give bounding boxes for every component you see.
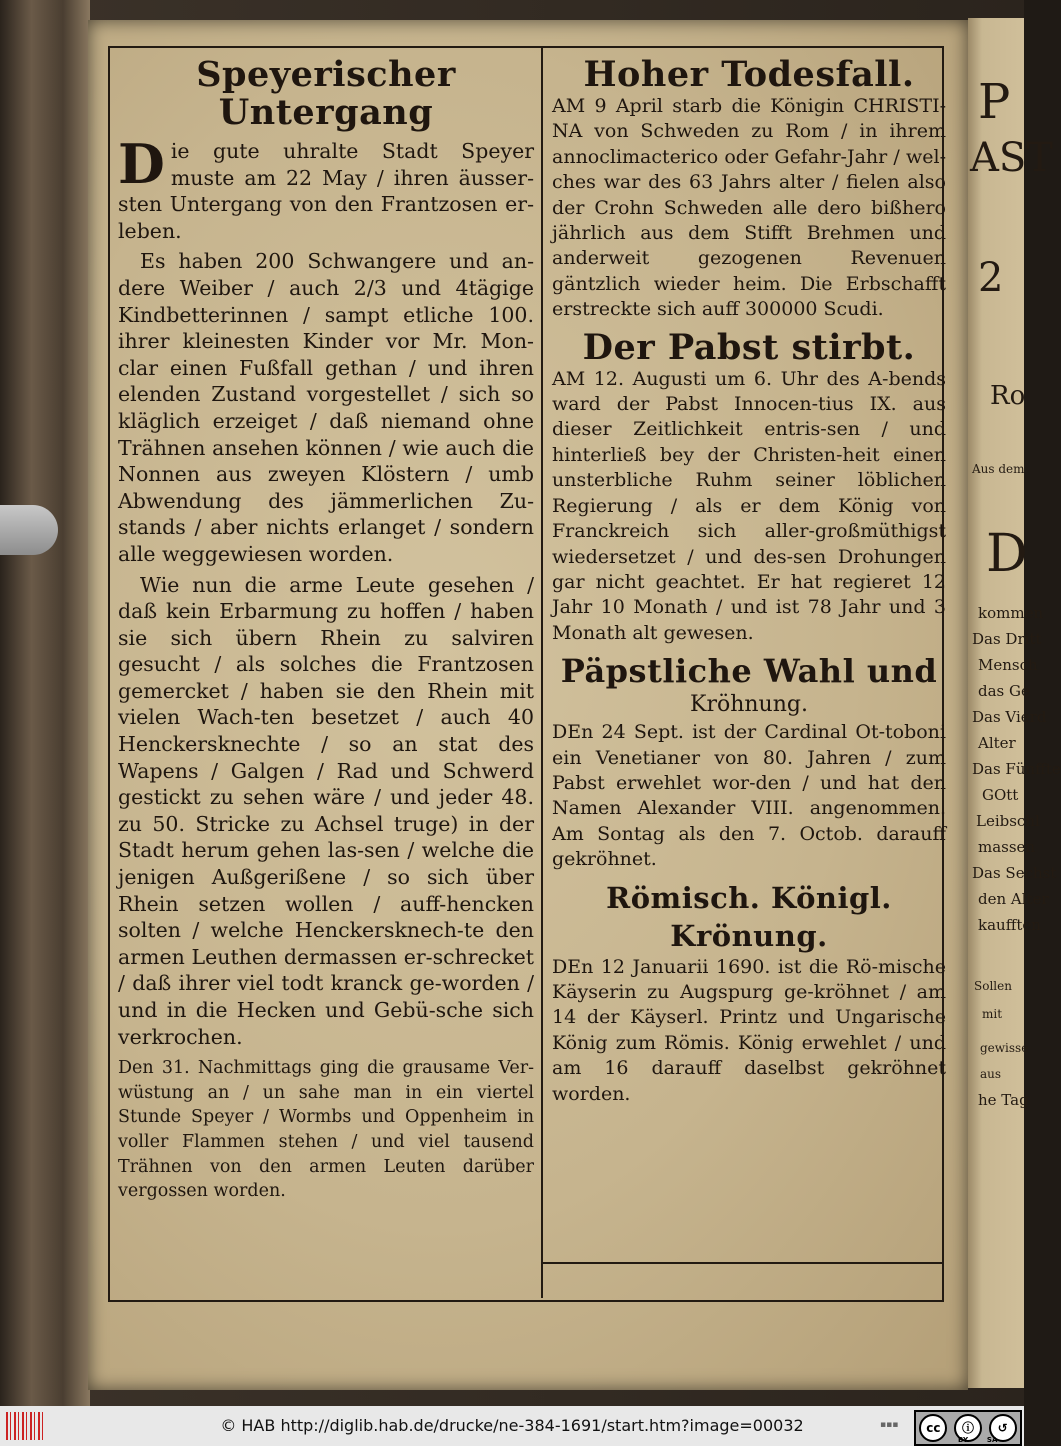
section-heading: Päpstliche Wahl und [560, 652, 938, 691]
facing-page-text: Mensch [978, 656, 1038, 674]
document-page [88, 20, 968, 1390]
facing-page-text: Aus dem [972, 462, 1025, 476]
section-text: DEn 24 Sept. ist der Cardinal Ot-toboni ein Venetianer von 80. Jahren / zum Pabst erwehlet wor-den / und hat den Namen Alexander VIII. angenommen. Am Sontag als den 7. Octob. darauff gekröhnet. [552, 721, 946, 871]
left-heading: Speyerischer Untergang [196, 54, 456, 133]
facing-page-text: Das Dritt [972, 630, 1042, 648]
left-paragraph-1 [118, 132, 534, 244]
facing-page-text: massen [978, 838, 1036, 856]
section-subheading: Kröhnung. [690, 692, 808, 718]
facing-page-text: den Alter [978, 890, 1049, 908]
cc-icon: cc [919, 1414, 947, 1442]
by-label: BY [958, 1436, 969, 1444]
section-heading: Der Pabst stirbt. [582, 326, 916, 368]
drop-cap: D [118, 132, 165, 196]
section-heading: Hoher Todesfall. [583, 54, 915, 95]
right-column [552, 56, 946, 1107]
facing-page-text: aus [980, 1067, 1002, 1081]
facing-page-text: mit [982, 1007, 1003, 1021]
column-divider [541, 48, 543, 1298]
facing-page-text: 2 [978, 255, 1004, 301]
column-bottom-rule [543, 1262, 943, 1264]
facing-page-text: Das Fünffte [972, 760, 1061, 778]
facing-page-text: Alter [978, 734, 1016, 752]
left-paragraph-4: Den 31. Nachmittags ging die grausame Ver-wüstung an / un sahe man in ein viertel Stunde Speyer / Wormbs und Oppenheim in voller Flammen stehen / und viel tausend Trähnen von den armen Leuten darüber vergossen worden. [118, 1058, 534, 1202]
left-column [118, 56, 534, 1204]
left-paragraph-2: Es haben 200 Schwangere und an-dere Weiber / auch 2/3 und 4tägige Kindbetterinnen / sampt etliche 100. ihrer kleinesten Kinder vor Mr. Mon-clar einen Fußfall gethan / und ihren elenden Zustand vorgestellet / sich so kläglich erzeiget / daß niemand ohne Trähnen ansehen können / wie auch die Nonnen aus zweyen Klöstern / umb Abwendung des jämmerlichen Zu-stands / aber nichts erlanget / sondern alle weggewiesen worden. [118, 249, 534, 566]
sa-label: SA [986, 1436, 998, 1444]
license-labels [958, 1436, 997, 1444]
by-icon: ⓘ [954, 1414, 982, 1442]
left-paragraph-1-text: ie gute uhralte Stadt Speyer muste am 22 May / ihren äusser-sten Untergang von den Frantzosen er-leben. [118, 139, 534, 243]
facing-page-text: P [978, 74, 1011, 130]
sa-icon: ↺ [989, 1414, 1017, 1442]
facing-page-text: Das Vierd [972, 708, 1047, 726]
facing-page-text: kaufften [978, 916, 1041, 934]
section-text: AM 9 April starb die Königin CHRISTI-NA von Schweden zu Rom / in ihrem annoclimacterico oder Gefahr-Jahr / wel-ches war des 63 Jahrs alter / fielen also der Crohn Schweden alle dero bißhero jährlich aus dem Stifft Brehmen und anderweit gezogenen Revenuen gäntzlich wieder heim. Die Erbschafft erstreckte sich auff 300000 Scudi. [552, 95, 946, 321]
facing-page-text: he Tag [978, 1091, 1029, 1109]
facing-page-text: Ro [990, 381, 1026, 411]
footer-bar [0, 1406, 1024, 1446]
facing-page-text: Sollen [974, 979, 1012, 993]
facing-page-text: D [986, 524, 1028, 584]
book-binding-edge [0, 0, 90, 1406]
page-number-mark: ▪▪▪ [880, 1420, 899, 1430]
facing-page-text: Leibschl [976, 812, 1040, 830]
section-text: AM 12. Augusti um 6. Uhr des A-bends ward der Pabst Innocen-tius IX. aus dieser Zeitlichkeit entris-sen / und hinterließ bey der Christen-heit einen unsterbliche Ruhm seiner löblichen Regierung / als er dem König von Franckreich sich aller-großmüthigst wiedersetzet / und des-sen Drohungen gar nicht geachtet. Er hat regieret 12 Jahr 10 Monath / und ist 78 Jahr und 3 Monath alt gewesen. [552, 367, 946, 644]
facing-page-text: gewisse [980, 1041, 1029, 1055]
facing-page-text: GOtt [982, 786, 1019, 804]
section-heading: Römisch. Königl. Krönung. [606, 880, 892, 953]
facing-page-text: kommen [978, 604, 1044, 622]
left-paragraph-3: Wie nun die arme Leute gesehen / daß kein Erbarmung zu hoffen / haben sie sich übern Rhein zu salviren gesucht / als solches die Frantzosen gemercket / haben sie den Rhein mit vielen Wach-ten besetzet / auch 40 Henckersknechte / so an stat des Wapens / Galgen / Rad und Schwerd gestickt zu sehen wäre / und jeder 48. zu 50. Stricke zu Achsel truge) in der Stadt herum gehen las-sen / welche die jenigen Außgerißene / so sich über Rhein setzen wollen / auff-hencken solten / welche Henckersknech-te den armen Leuthen dermassen er-schrecket / daß ihrer viel todt kranck ge-worden / und in die Hecken und Gebü-sche sich verkrochen. [118, 572, 534, 1049]
facing-page-text: das Ge [978, 682, 1030, 700]
page-clip [0, 505, 58, 555]
copyright-link[interactable]: © HAB http://diglib.hab.de/drucke/ne-384-1691/start.htm?image=00032 [220, 1416, 804, 1435]
facing-page-text: AST [970, 135, 1053, 181]
facing-page-fragment [968, 18, 1061, 1388]
section-text: DEn 12 Januarii 1690. ist die Rö-mische Käyserin zu Augspurg ge-kröhnet / am 14 der Käyserl. Printz und Ungarische König zum Römis. König erwehlet / und am 16 darauff daselbst gekröhnet worden. [552, 955, 946, 1105]
facing-page-text: Das Sechst [972, 864, 1057, 882]
